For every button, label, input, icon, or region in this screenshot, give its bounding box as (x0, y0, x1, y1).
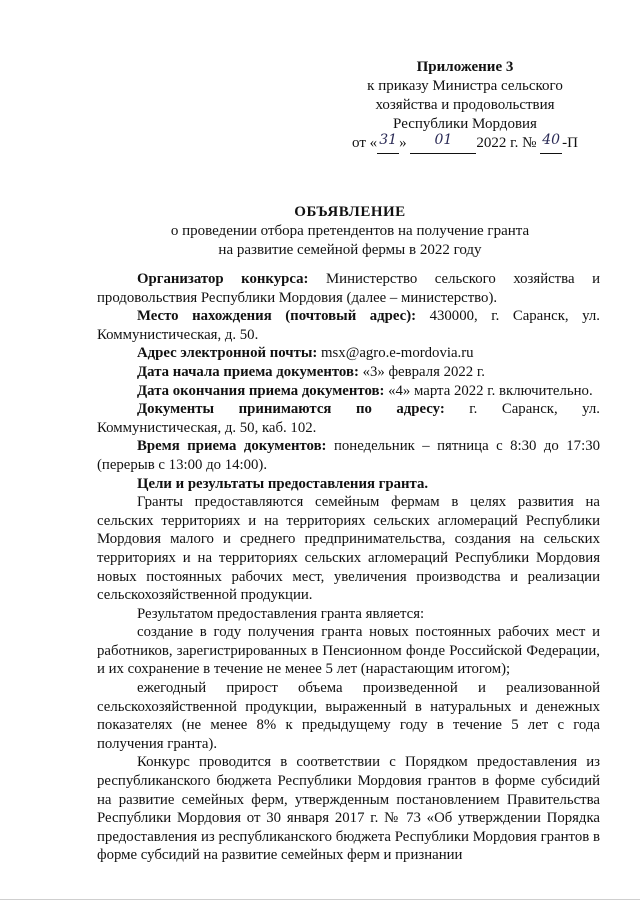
order-number-field (540, 134, 562, 154)
appendix-line-3: Республики Мордовия (393, 116, 537, 132)
email-label: Адрес электронной почты: (137, 345, 318, 362)
appendix-date-line (330, 134, 600, 154)
date-mid: » (399, 135, 407, 151)
date-month-handwritten: 01 (434, 132, 453, 148)
appendix-title: Приложение 3 (416, 59, 514, 75)
growth-paragraph: ежегодный прирост объема произведенной и реализованной сельскохозяйственной продукции, выраженный в натуральных и денежных показателях (не менее 8% к предыдущему году в течение 5 лет с года получения гранта). (97, 680, 600, 752)
email-paragraph (97, 344, 600, 363)
announcement-heading (100, 203, 600, 260)
docs-address-label: Документы принимаются по адресу: (137, 401, 445, 418)
start-date-label: Дата начала приема документов: (137, 363, 359, 380)
location-label: Место нахождения (почтовый адрес): (137, 308, 417, 325)
announcement-body (97, 270, 600, 865)
organizer-paragraph (97, 270, 600, 307)
start-date-paragraph (97, 363, 600, 382)
end-date-paragraph (97, 382, 600, 401)
announcement-subtitle-1: о проведении отбора претендентов на получение гранта (170, 223, 530, 239)
appendix-block (330, 58, 600, 154)
date-month-field (410, 134, 476, 154)
contest-paragraph: Конкурс проводится в соответствии с Порядком предоставления из республиканского бюджета Республики Мордовия грантов в форме субсидий на развитие семейных ферм, утвержденным постановлением Правительства Республики Мордовия от 30 января 2017 г. № 73 «Об утверждении Порядка предоставления из республиканского бюджета Республики Мордовия грантов в форме субсидий на развитие семейных ферм и признании (97, 754, 600, 864)
grants-paragraph: Гранты предоставляются семейным фермам в целях развития на сельских территориях и на территориях сельских агломераций Республики Мордовия малого и среднего предпринимательства, создания на сельских территориях и на территориях сельских агломераций Республики Мордовия новых постоянных рабочих мест, увеличения производства и реализации сельскохозяйственной продукции. (97, 494, 600, 604)
order-suffix: -П (562, 135, 578, 151)
goals-heading: Цели и результаты предоставления гранта. (137, 475, 429, 492)
date-year: 2022 г. № (476, 135, 537, 151)
page-edge-line (0, 899, 640, 900)
appendix-line-1: к приказу Министра сельского (367, 78, 563, 94)
start-date-text: «3» февраля 2022 г. (358, 363, 485, 380)
reception-time-paragraph (97, 437, 600, 474)
end-date-label: Дата окончания приема документов: (137, 382, 385, 399)
location-text: 430000, г. Саранск, ул. Коммунистическая, д. 50. (97, 308, 600, 343)
reception-time-text: понедельник – пятница с 8:30 до 17:30 (перерыв с 13:00 до 14:00). (97, 438, 600, 473)
announcement-subtitle-2: на развитие семейной фермы в 2022 году (218, 242, 482, 258)
order-number-handwritten: 40 (542, 132, 561, 148)
date-prefix: от « (352, 135, 378, 151)
date-day-handwritten: 31 (379, 132, 398, 148)
docs-address-text: г. Саранск, ул. Коммунистическая, д. 50, каб. 102. (97, 401, 600, 436)
organizer-label: Организатор конкурса: (137, 271, 309, 287)
location-paragraph (97, 307, 600, 344)
result-paragraph: Результатом предоставления гранта является: (137, 605, 425, 622)
announcement-title: ОБЪЯВЛЕНИЕ (294, 204, 406, 220)
reception-time-label: Время приема документов: (137, 438, 327, 455)
end-date-text: «4» марта 2022 г. включительно. (384, 382, 593, 399)
organizer-text: Министерство сельского хозяйства и продовольствия Республики Мордовия (далее – министерство). (97, 271, 601, 306)
create-jobs-paragraph: создание в году получения гранта новых постоянных рабочих мест и работников, зарегистрированных в Пенсионном фонде Российской Федерации, и их сохранение в течение не менее 5 лет (нарастающим итогом); (97, 624, 600, 678)
goals-heading-paragraph (97, 475, 600, 494)
docs-address-paragraph (97, 400, 600, 437)
email-text: msx@agro.e-mordovia.ru (317, 345, 474, 362)
date-day-field (377, 134, 399, 154)
appendix-line-2: хозяйства и продовольствия (375, 97, 555, 113)
